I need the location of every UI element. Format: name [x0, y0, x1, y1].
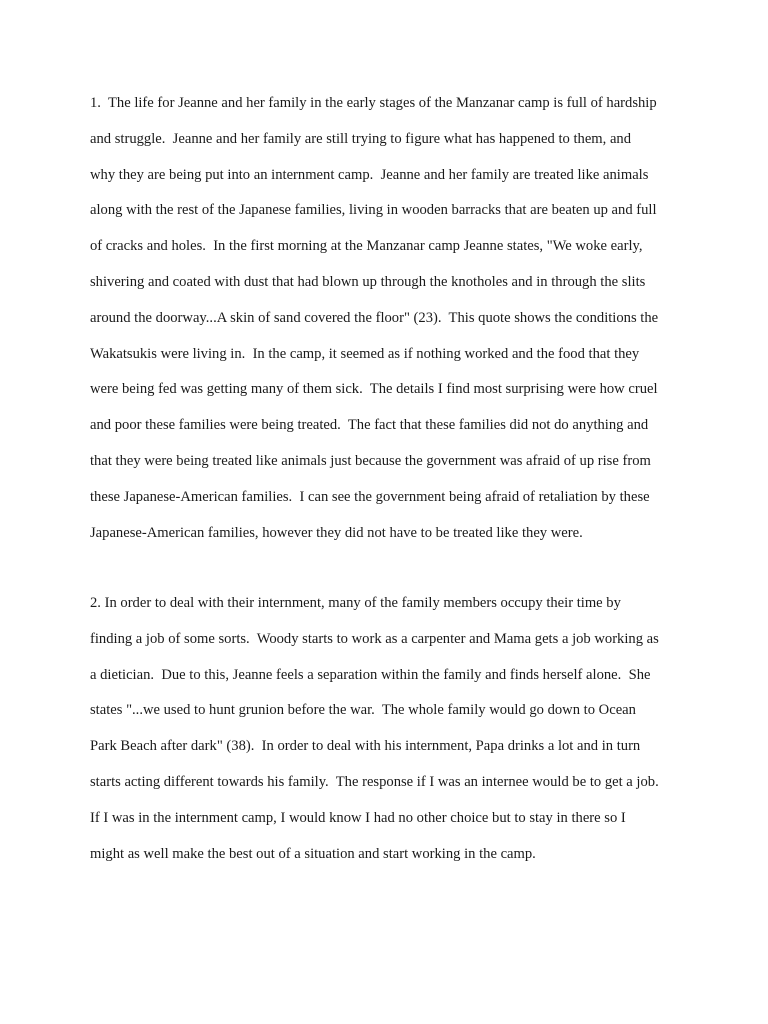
paragraph-2	[90, 586, 659, 872]
paragraph-line: of cracks and holes. In the first morning at the Manzanar camp Jeanne states, "We woke early,	[90, 238, 643, 255]
paragraph-line: Park Beach after dark" (38). In order to deal with his internment, Papa drinks a lot and in turn	[90, 738, 641, 755]
paragraph-line: starts acting different towards his family. The response if I was an internee would be to get a job.	[90, 773, 659, 790]
paragraph-line: these Japanese-American families. I can see the government being afraid of retaliation by these	[90, 488, 650, 505]
paragraph-line: that they were being treated like animals just because the government was afraid of up rise from	[90, 452, 651, 469]
paragraph-line: states "...we used to hunt grunion before the war. The whole family would go down to Ocean	[90, 702, 636, 719]
paragraph-line: 2. In order to deal with their internment, many of the family members occupy their time by	[90, 595, 621, 611]
paragraph-line: along with the rest of the Japanese families, living in wooden barracks that are beaten up and full	[90, 202, 657, 219]
paragraph-line: why they are being put into an internment camp. Jeanne and her family are treated like animals	[90, 166, 649, 183]
paragraph-line: were being fed was getting many of them sick. The details I find most surprising were how cruel	[90, 381, 658, 398]
paragraph-line: might as well make the best out of a situation and start working in the camp.	[90, 845, 536, 862]
paragraph-line: finding a job of some sorts. Woody starts to work as a carpenter and Mama gets a job working as	[90, 630, 659, 647]
paragraph-line: around the doorway...A skin of sand covered the floor" (23). This quote shows the conditions the	[90, 309, 659, 326]
paragraph-line: Japanese-American families, however they did not have to be treated like they were.	[90, 524, 583, 541]
paragraph-line: 1. The life for Jeanne and her family in the early stages of the Manzanar camp is full of hardship	[90, 95, 657, 111]
paragraph-1	[90, 86, 658, 551]
paragraph-line: and poor these families were being treated. The fact that these families did not do anything and	[90, 417, 649, 434]
paragraph-line: Wakatsukis were living in. In the camp, it seemed as if nothing worked and the food that they	[90, 345, 640, 362]
paragraph-line: If I was in the internment camp, I would know I had no other choice but to stay in there so I	[90, 809, 626, 826]
paragraph-line: shivering and coated with dust that had blown up through the knotholes and in through the slits	[90, 273, 646, 290]
paragraph-line: a dietician. Due to this, Jeanne feels a separation within the family and finds herself alone. She	[90, 666, 651, 683]
paragraph-line: and struggle. Jeanne and her family are still trying to figure what has happened to them, and	[90, 130, 632, 147]
